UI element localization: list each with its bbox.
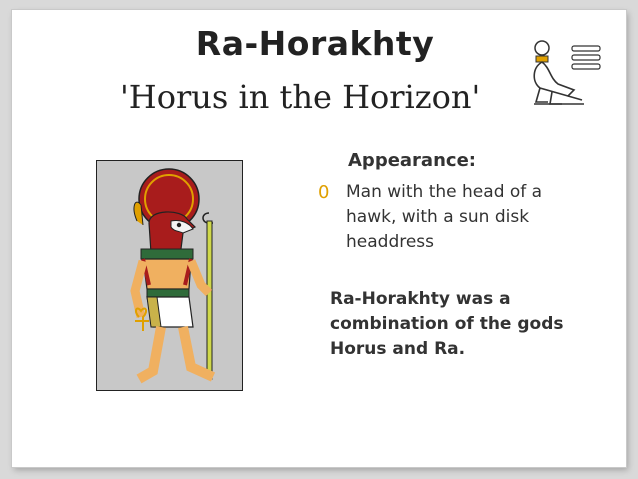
slide-subtitle: 'Horus in the Horizon' (120, 78, 481, 116)
ra-horakhty-figure (97, 161, 241, 389)
description-text: Ra-Horakhty was a combination of the gods Horus and Ra. (330, 289, 564, 359)
slide-title: Ra-Horakhty (195, 24, 435, 63)
bullet-marker: 0 (318, 182, 330, 203)
appearance-bullet: Man with the head of a hawk, with a sun disk headdress (346, 182, 543, 252)
hieroglyph-icon (528, 38, 608, 110)
deity-figure-frame (96, 160, 243, 391)
appearance-heading: Appearance: (348, 150, 476, 171)
